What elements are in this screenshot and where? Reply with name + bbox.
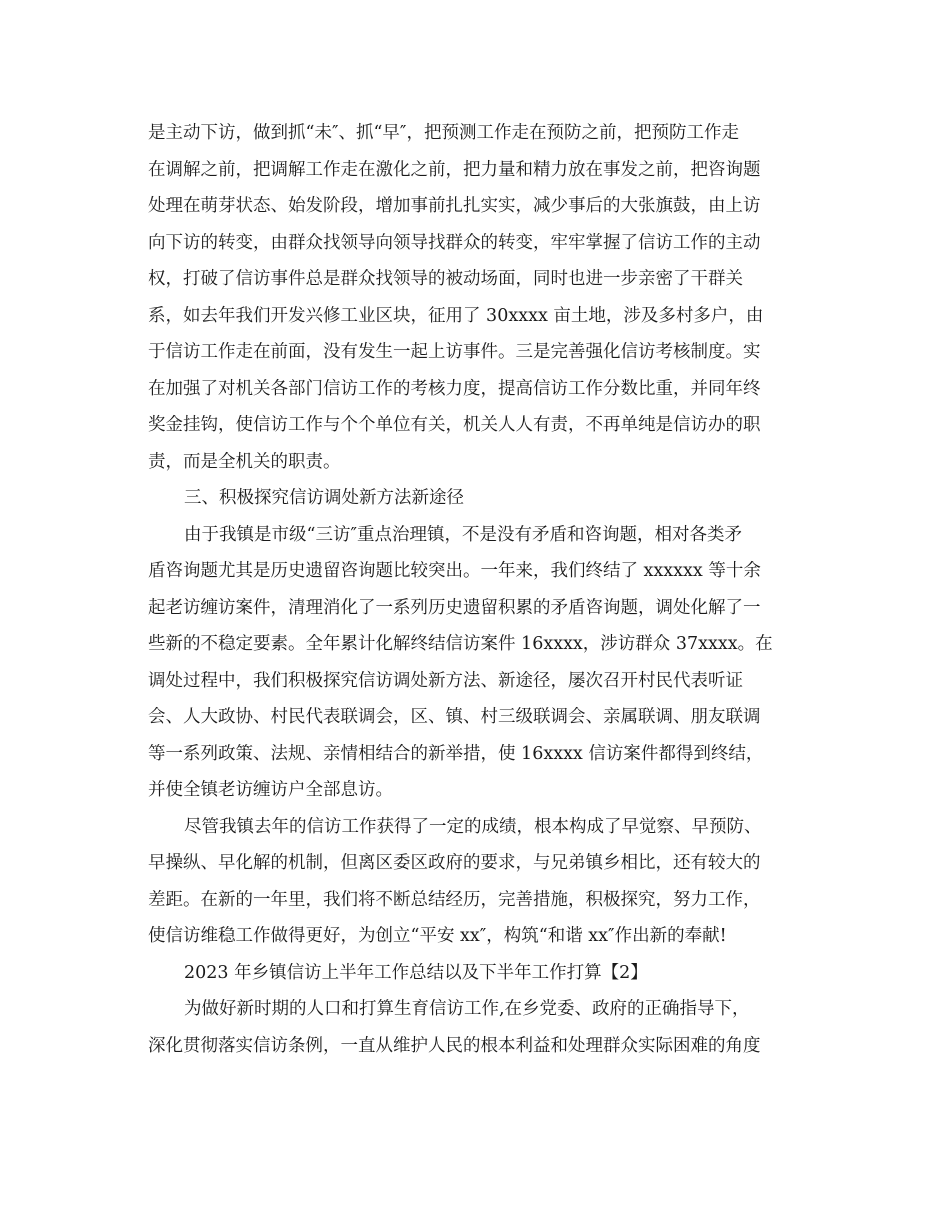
body-text-line: 会、人大政协、村民代表联调会，区、镇、村三级联调会、亲属联调、朋友联调 [148, 707, 761, 727]
body-text-line: 深化贯彻落实信访条例，一直从维护人民的根本利益和处理群众实际困难的角度 [148, 1036, 761, 1056]
section-heading: 三、积极探究信访调处新方法新途径 [184, 488, 464, 508]
body-text-line: 使信访维稳工作做得更好，为创立“平安 xx″，构筑“和谐 xx″作出新的奉献! [148, 926, 727, 946]
body-text-line: 些新的不稳定要素。全年累计化解终结信访案件 16xxxx，涉访群众 37xxxx。在 [148, 634, 773, 654]
body-text-line: 由于我镇是市级“三访″重点治理镇，不是没有矛盾和咨询题，相对各类矛 [184, 525, 742, 545]
body-text-line: 早操纵、早化解的机制，但离区委区政府的要求，与兄弟镇乡相比，还有较大的 [148, 853, 761, 873]
body-text-line: 于信访工作走在前面，没有发生一起上访事件。三是完善强化信访考核制度。实 [148, 342, 761, 362]
body-text-line: 责，而是全机关的职责。 [148, 452, 341, 472]
body-text-line: 在加强了对机关各部门信访工作的考核力度，提高信访工作分数比重，并同年终 [148, 379, 761, 399]
article-title: 2023 年乡镇信访上半年工作总结以及下半年工作打算【2】 [184, 963, 648, 983]
body-text-line: 差距。在新的一年里，我们将不断总结经历，完善措施，积极探究，努力工作， [148, 890, 761, 910]
body-text-line: 尽管我镇去年的信访工作获得了一定的成绩，根本构成了早觉察、早预防、 [184, 817, 762, 837]
body-text-line: 并使全镇老访缠访户全部息访。 [148, 780, 393, 800]
body-text-line: 是主动下访，做到抓“未″、抓“早″，把预测工作走在预防之前，把预防工作走 [148, 123, 739, 143]
body-text-line: 等一系列政策、法规、亲情相结合的新举措，使 16xxxx 信访案件都得到终结， [148, 744, 764, 764]
body-text-line: 处理在萌芽状态、始发阶段，增加事前扎扎实实，减少事后的大张旗鼓，由上访 [148, 196, 761, 216]
body-text-line: 起老访缠访案件，清理消化了一系列历史遗留积累的矛盾咨询题，调处化解了一 [148, 598, 761, 618]
body-text-line: 在调解之前，把调解工作走在激化之前，把力量和精力放在事发之前，把咨询题 [148, 160, 761, 180]
body-text-line: 调处过程中，我们积极探究信访调处新方法、新途径，屡次召开村民代表听证 [148, 671, 743, 691]
body-text-line: 盾咨询题尤其是历史遗留咨询题比较突出。一年来，我们终结了 xxxxxx 等十余 [148, 561, 761, 581]
body-text-line: 向下访的转变，由群众找领导向领导找群众的转变，牢牢掌握了信访工作的主动 [148, 233, 761, 253]
body-text-line: 权，打破了信访事件总是群众找领导的被动场面，同时也进一步亲密了干群关 [148, 269, 743, 289]
body-text-line: 奖金挂钩，使信访工作与个个单位有关，机关人人有责，不再单纯是信访办的职 [148, 415, 761, 435]
body-text-line: 为做好新时期的人口和打算生育信访工作,在乡党委、政府的正确指导下， [184, 999, 750, 1019]
body-text-line: 系，如去年我们开发兴修工业区块，征用了 30xxxx 亩土地，涉及多村多户，由 [148, 306, 764, 326]
